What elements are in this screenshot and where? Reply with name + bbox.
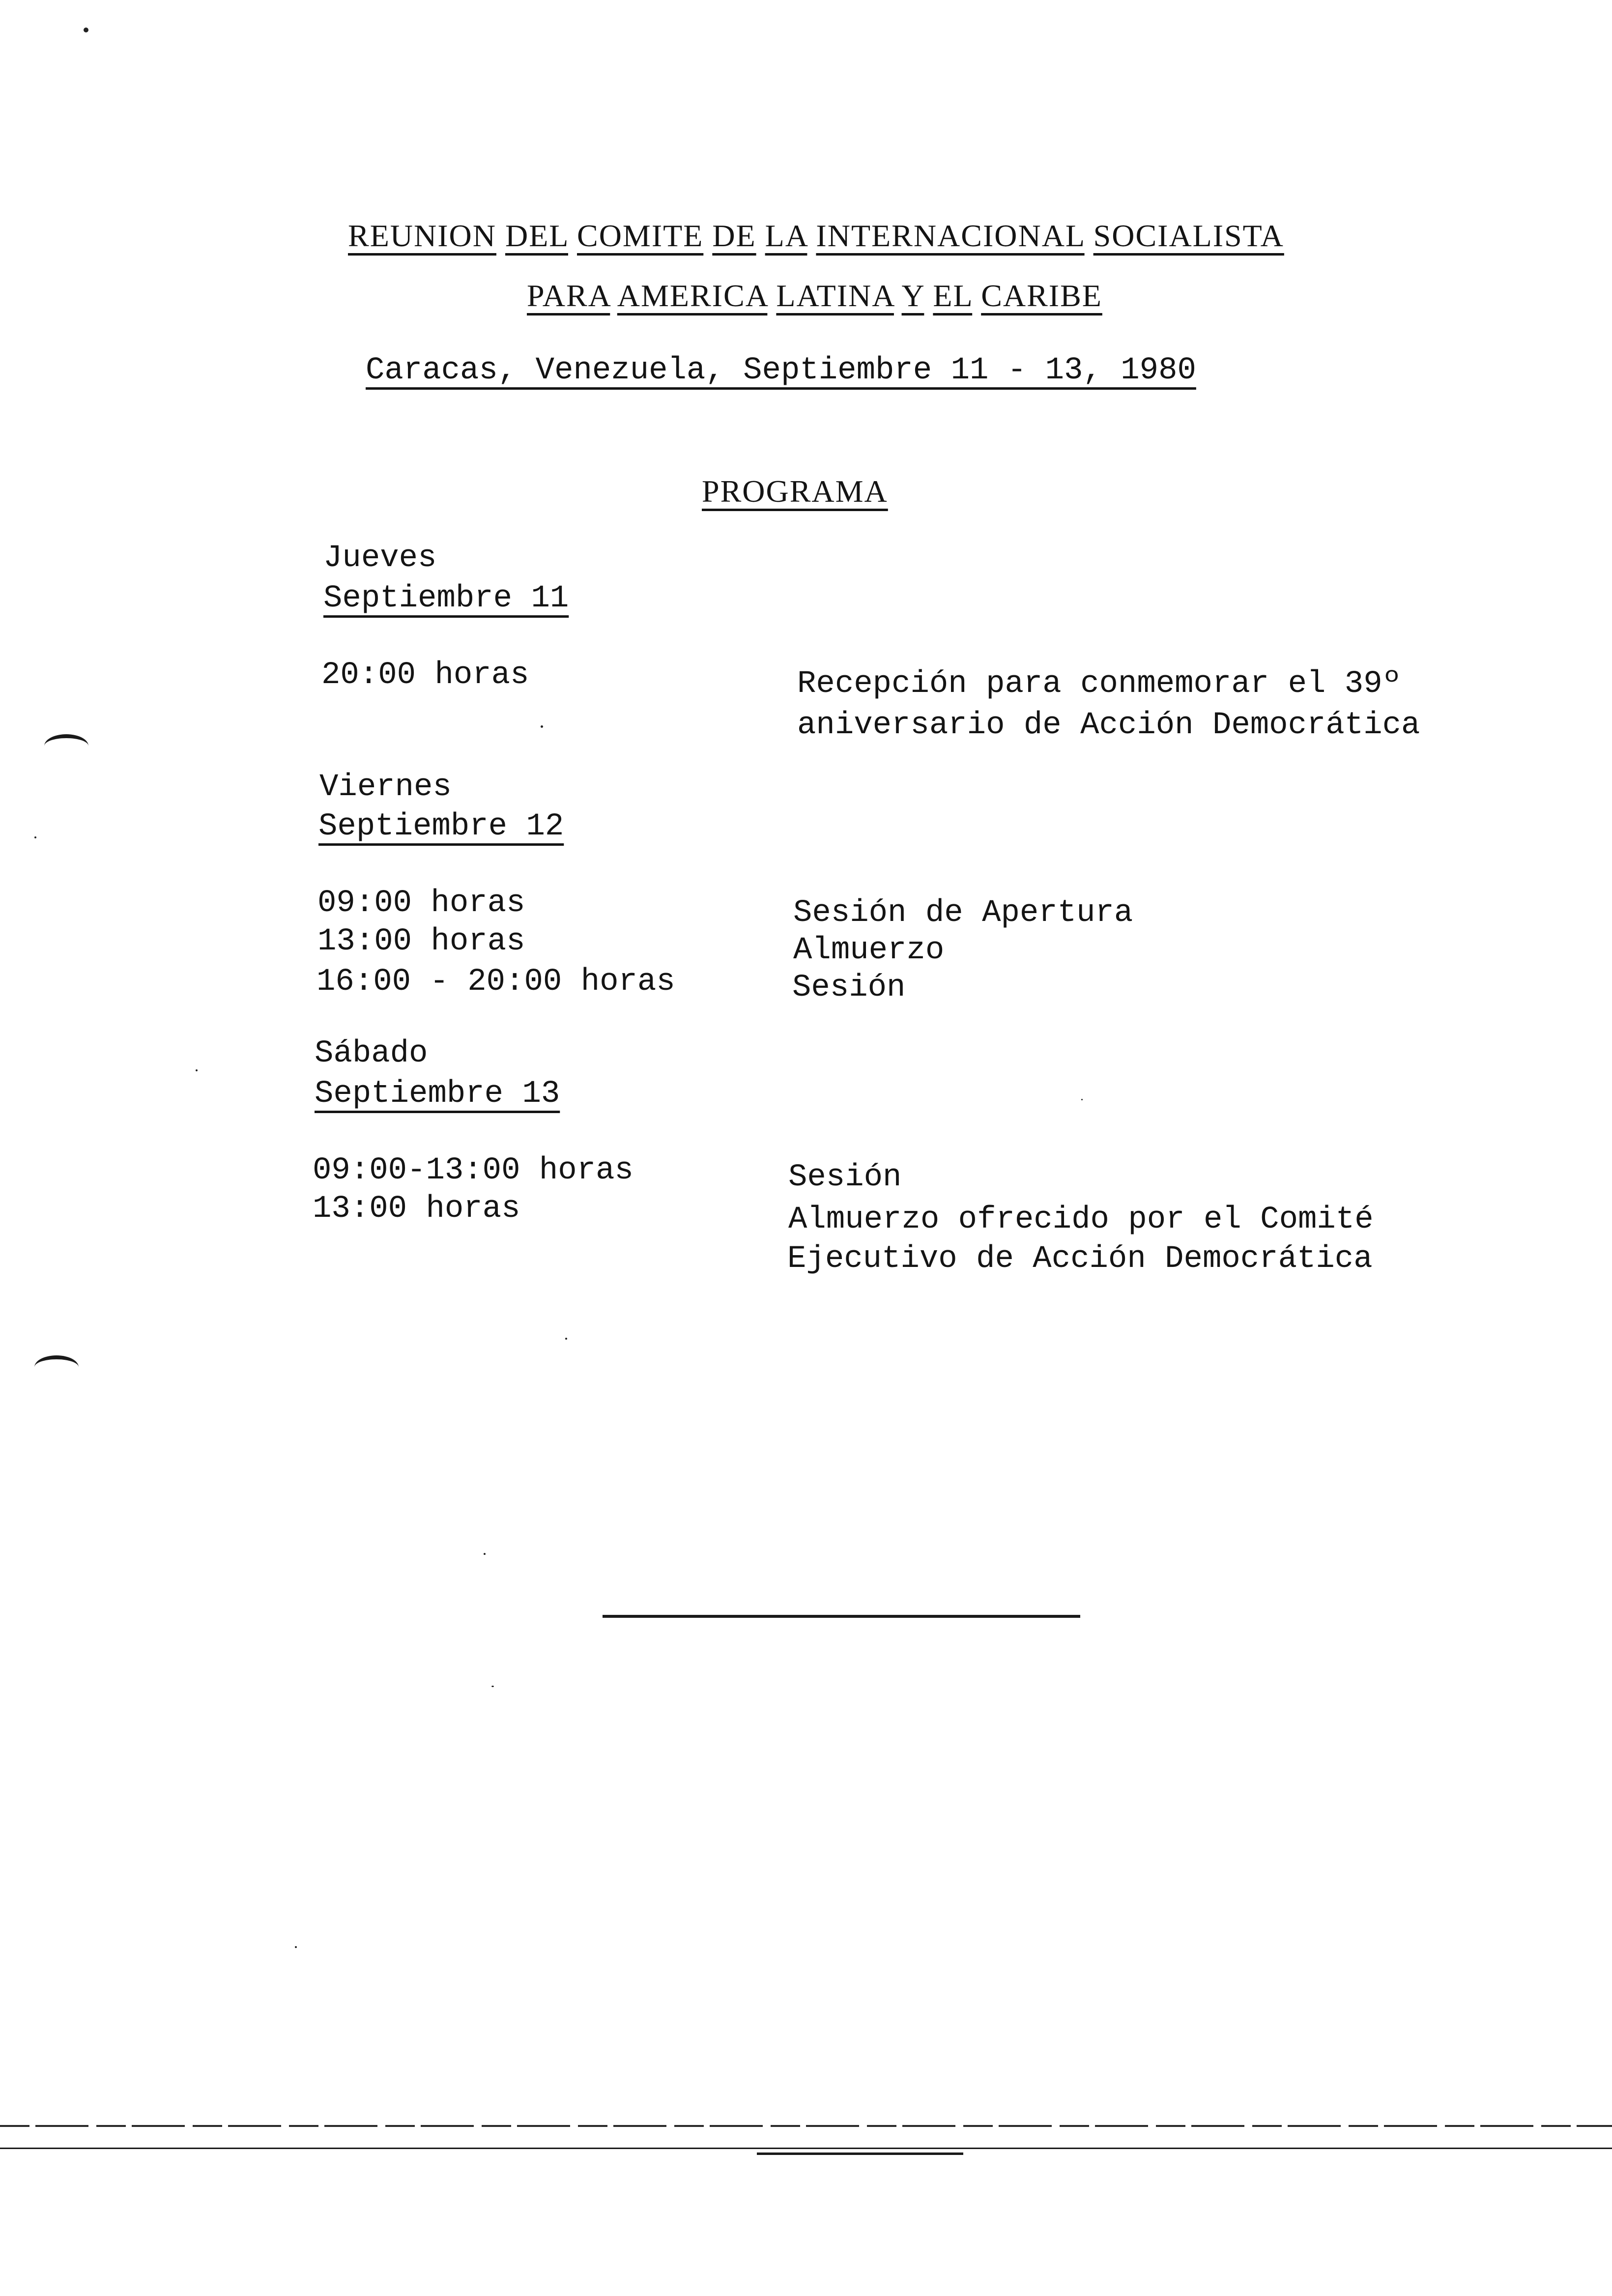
time-slot: 16:00 - 20:00 horas: [317, 964, 675, 1000]
event-text: Ejecutivo de Acción Democrática: [787, 1241, 1373, 1277]
title-word: DEL: [505, 218, 568, 253]
event-text: Sesión: [788, 1160, 902, 1195]
event-text: Sesión de Apertura: [793, 895, 1133, 931]
time-slot: 13:00 horas: [313, 1191, 520, 1227]
event-text: Recepción para conmemorar el 39º: [797, 666, 1401, 702]
title-word: REUNION: [348, 218, 496, 253]
title-word: PARA: [527, 278, 610, 313]
scan-speck: [34, 836, 36, 838]
title-word: CARIBE: [981, 278, 1102, 313]
title-line-1: [348, 220, 1284, 252]
event-text: aniversario de Acción Democrática: [797, 708, 1420, 743]
time-slot: 09:00-13:00 horas: [313, 1153, 633, 1188]
scan-edge-line: [0, 2148, 1612, 2149]
event-text: Almuerzo: [793, 933, 945, 968]
programa-heading: PROGRAMA: [702, 474, 888, 509]
title-word: AMERICA: [617, 278, 768, 313]
day-date: Septiembre 12: [318, 809, 564, 844]
scan-speck: [1081, 1099, 1083, 1100]
title-word: LATINA: [776, 278, 894, 313]
scan-speck: [484, 1553, 486, 1555]
event-text: Sesión: [792, 970, 906, 1005]
title-word: EL: [933, 278, 973, 313]
dateline: Caracas, Venezuela, Septiembre 11 - 13, 1980: [366, 353, 1196, 388]
event-text: Almuerzo ofrecido por el Comité: [788, 1202, 1374, 1237]
time-slot: 20:00 horas: [321, 658, 529, 693]
scan-speck: [541, 725, 543, 728]
scan-speck: [491, 1686, 494, 1687]
day-date: Septiembre 13: [315, 1076, 560, 1112]
title-word: INTERNACIONAL: [816, 218, 1085, 253]
scan-speck: [295, 1946, 297, 1948]
title-word: LA: [765, 218, 807, 253]
title-line-2: [527, 280, 1102, 312]
day-weekday: Viernes: [319, 770, 452, 805]
title-word: COMITE: [577, 218, 704, 253]
day-weekday: Sábado: [315, 1036, 428, 1071]
title-word: Y: [901, 278, 924, 313]
day-weekday: Jueves: [323, 541, 437, 576]
scan-speck: [196, 1069, 198, 1071]
scan-speck: [565, 1338, 567, 1340]
scan-edge-line: [0, 2125, 1612, 2127]
binder-mark: [44, 734, 88, 758]
title-word: SOCIALISTA: [1093, 218, 1284, 253]
closing-rule: [603, 1615, 1080, 1618]
scan-edge-line: [757, 2152, 963, 2155]
scan-speck: [84, 28, 88, 32]
day-date: Septiembre 11: [323, 581, 569, 616]
binder-mark: [34, 1355, 79, 1379]
time-slot: 13:00 horas: [317, 924, 525, 959]
time-slot: 09:00 horas: [317, 886, 525, 921]
title-word: DE: [712, 218, 756, 253]
